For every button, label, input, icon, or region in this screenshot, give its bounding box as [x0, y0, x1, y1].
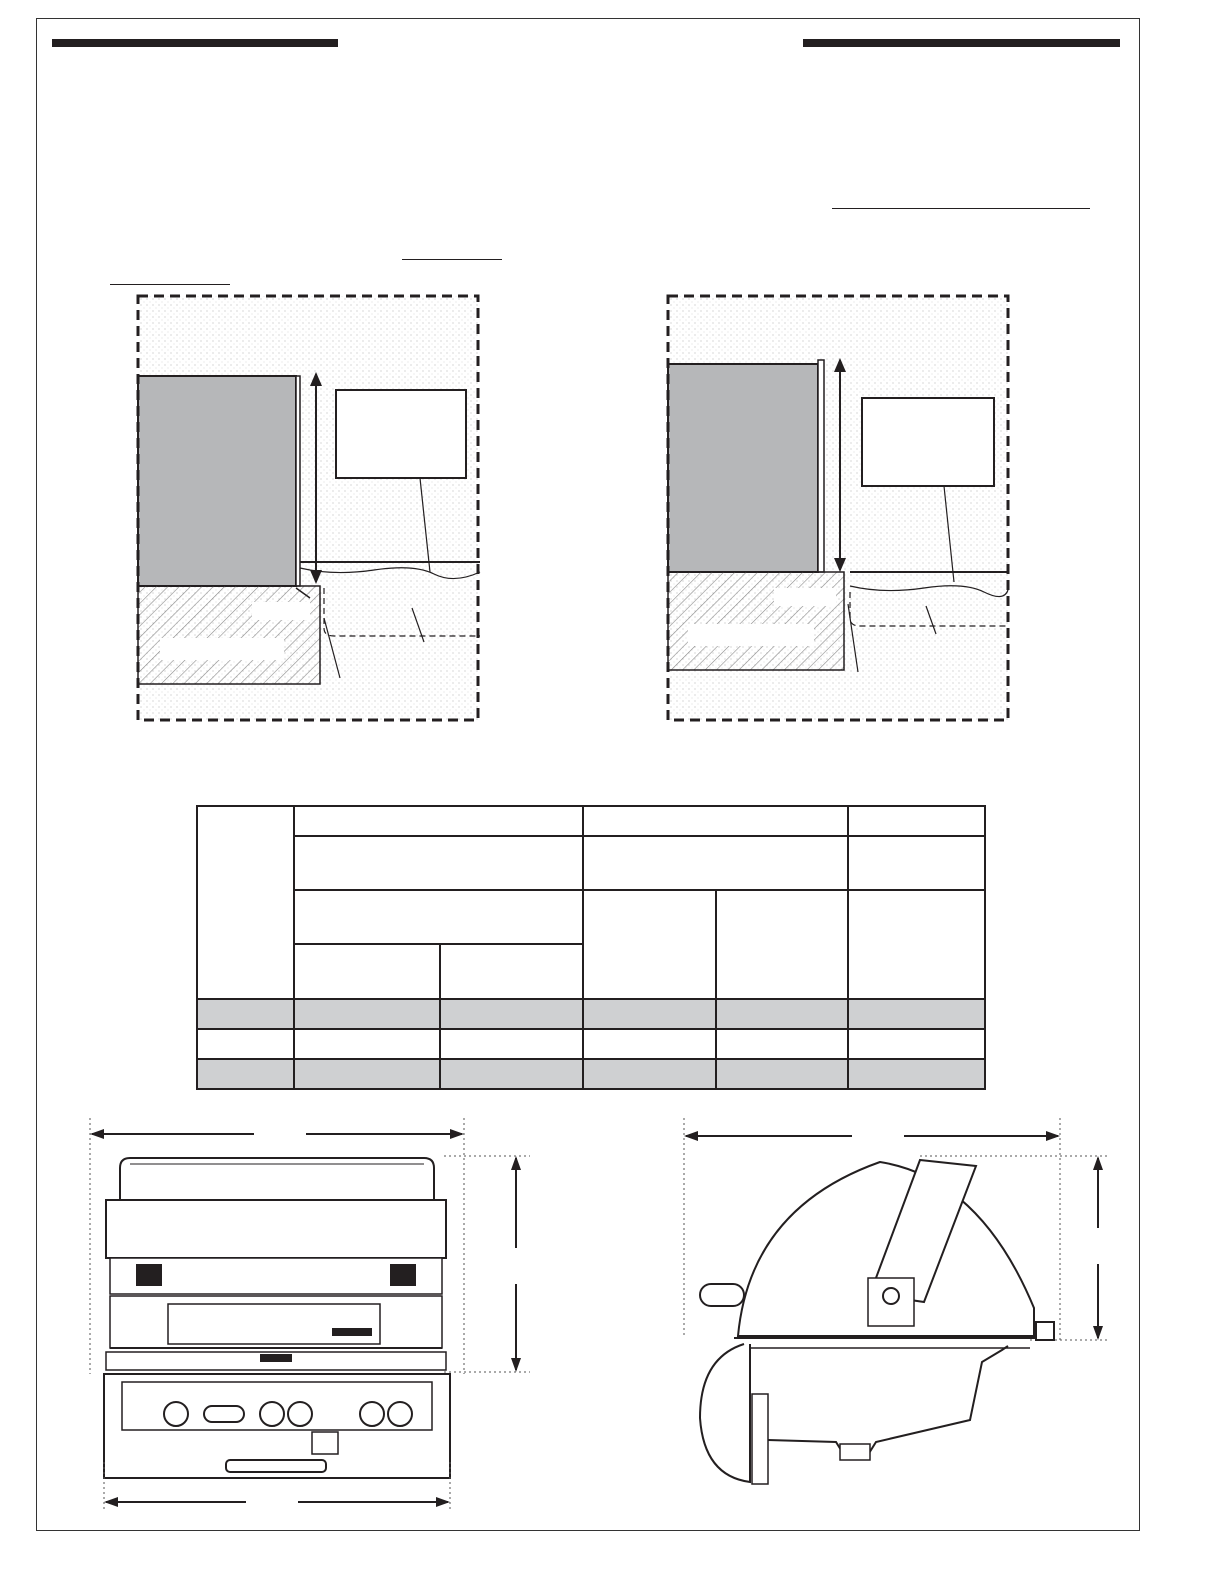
- burner-knob: [388, 1402, 412, 1426]
- arrowhead-down: [511, 1358, 521, 1372]
- arrowhead-right: [450, 1129, 464, 1139]
- dimension-table: [196, 805, 986, 1090]
- label-blank-2: [688, 624, 814, 646]
- header-bar-left: [52, 39, 338, 47]
- table-cell: [440, 1029, 583, 1059]
- arrowhead-up: [1093, 1156, 1103, 1170]
- trim-badge: [260, 1354, 292, 1362]
- drip-cup: [840, 1444, 870, 1460]
- table-cell: [716, 1029, 848, 1059]
- table-row: [197, 890, 985, 944]
- table-cell: [716, 1059, 848, 1089]
- label-blank-1: [774, 588, 836, 606]
- arrowhead-right: [436, 1497, 450, 1507]
- table-cell: [716, 890, 848, 999]
- table-cell: [848, 890, 985, 999]
- brand-plate: [332, 1328, 372, 1336]
- table-row: [197, 999, 985, 1029]
- hood-handle: [700, 1284, 744, 1306]
- hinge-bracket-left: [136, 1264, 162, 1286]
- table-cell: [848, 1029, 985, 1059]
- arrowhead-down: [1093, 1326, 1103, 1340]
- table-row: [197, 1059, 985, 1089]
- control-panel-profile: [700, 1344, 750, 1482]
- arrowhead-up: [511, 1156, 521, 1170]
- callout-box: [862, 398, 994, 486]
- table-cell: [197, 1059, 294, 1089]
- table-cell: [294, 890, 583, 944]
- table-cell: [294, 836, 583, 890]
- hood-front: [106, 1200, 446, 1258]
- grill-side-view: [680, 1118, 1110, 1498]
- burner-knob: [288, 1402, 312, 1426]
- table-cell: [583, 806, 848, 836]
- table-cell: [848, 836, 985, 890]
- text-underline-2: [402, 259, 502, 260]
- arrowhead-right: [1046, 1131, 1060, 1141]
- table-cell: [848, 1059, 985, 1089]
- front-mount: [752, 1394, 768, 1484]
- burner-knob: [164, 1402, 188, 1426]
- table-cell: [440, 1059, 583, 1089]
- table-cell: [294, 1029, 440, 1059]
- drawer-handle: [226, 1460, 326, 1472]
- table-cell: [716, 999, 848, 1029]
- label-blank-2: [160, 638, 284, 660]
- table-cell: [440, 999, 583, 1029]
- table-cell: [294, 806, 583, 836]
- firebox-bottom: [768, 1346, 1008, 1458]
- hinge-bracket-right: [390, 1264, 416, 1286]
- table-cell: [583, 890, 716, 999]
- table-cell: [440, 944, 583, 999]
- grill-front-view: [84, 1118, 534, 1518]
- table-cell: [294, 1059, 440, 1089]
- label-blank-1: [252, 602, 310, 620]
- arrowhead-left: [104, 1497, 118, 1507]
- cutout-detail-left: [134, 292, 484, 724]
- header-bar-right: [803, 39, 1120, 47]
- cabinet-panel: [138, 376, 296, 586]
- arrowhead-left: [90, 1129, 104, 1139]
- table-cell: [583, 836, 848, 890]
- table-cell: [197, 806, 294, 999]
- grease-tray: [168, 1304, 380, 1344]
- table-cell: [848, 806, 985, 836]
- table-cell: [583, 999, 716, 1029]
- table-cell: [294, 999, 440, 1029]
- table-cell: [197, 1029, 294, 1059]
- table-row: [197, 806, 985, 836]
- hinge-pivot: [883, 1288, 899, 1304]
- text-underline-3: [110, 284, 230, 285]
- table-cell: [583, 1059, 716, 1089]
- callout-box: [336, 390, 466, 478]
- arrowhead-left: [684, 1131, 698, 1141]
- display-window: [204, 1406, 244, 1422]
- table-cell: [848, 999, 985, 1029]
- cabinet-panel: [668, 364, 818, 572]
- cabinet-edge: [296, 376, 300, 586]
- table-row: [197, 836, 985, 890]
- igniter-button: [312, 1432, 338, 1454]
- burner-knob: [360, 1402, 384, 1426]
- table-cell: [197, 999, 294, 1029]
- cabinet-edge: [818, 360, 824, 572]
- cutout-detail-right: [664, 292, 1014, 724]
- table-cell: [294, 944, 440, 999]
- text-underline-1: [832, 208, 1090, 209]
- rotisserie-mount: [1036, 1322, 1054, 1340]
- table-cell: [583, 1029, 716, 1059]
- burner-knob: [260, 1402, 284, 1426]
- hatched-base: [138, 586, 320, 684]
- hatched-base: [668, 572, 844, 670]
- table-row: [197, 1029, 985, 1059]
